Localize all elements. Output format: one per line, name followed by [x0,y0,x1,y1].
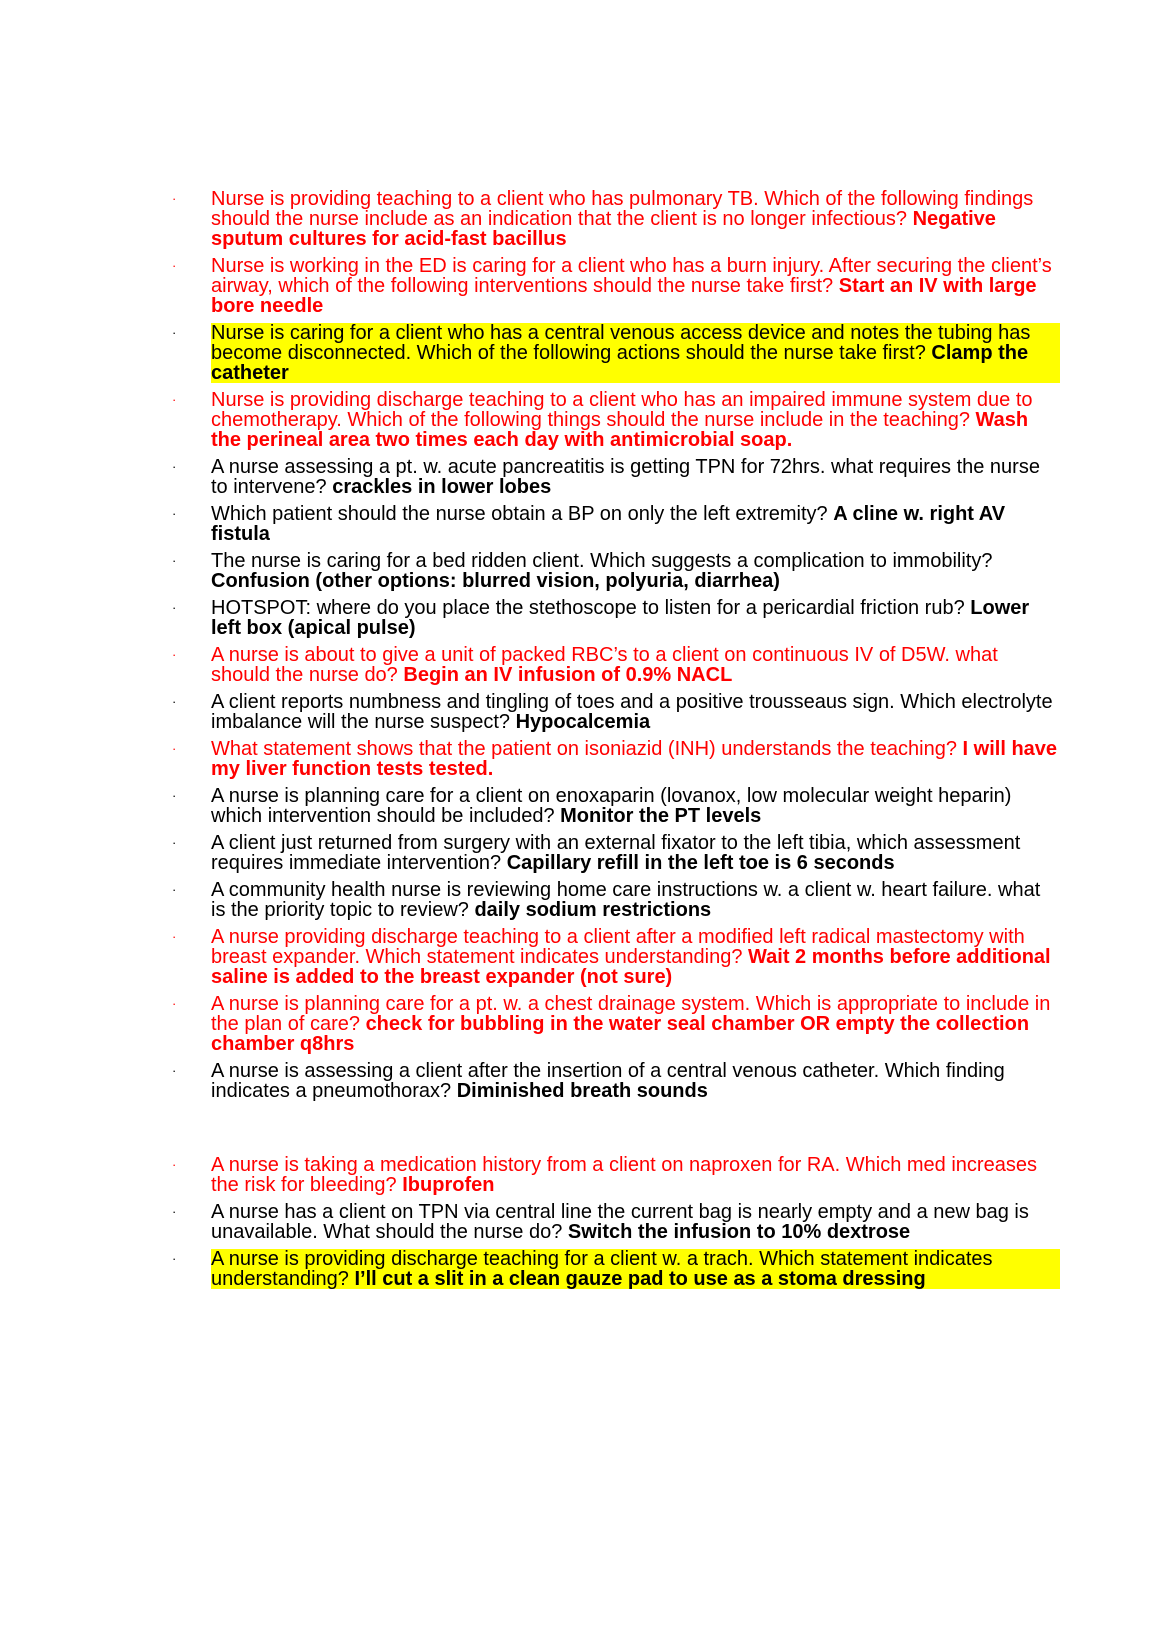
list-item [170,927,1060,987]
answer-text: Negative sputum cultures for acid-fast bacillus [211,208,996,250]
list-item [170,504,1060,544]
answer-text: Hypocalcemia [515,711,651,733]
question-text: HOTSPOT: where do you place the stethoscope to listen for a pericardial friction rub? [211,597,971,619]
list-item [170,739,1060,779]
list-item [170,598,1060,638]
item-text [211,390,1060,450]
question-text: A nurse has a client on TPN via central line the current bag is nearly empty and a new bag is unavailable. What should the nurse do? [211,1201,1029,1243]
bullet-icon: · [172,325,177,340]
answer-text: Wash the perineal area two times each day with antimicrobial soap. [211,409,1029,451]
question-text: Nurse is working in the ED is caring for a client who has a burn injury. After securing the client’s airway, which of the following interventions should the nurse take first? [211,255,1052,297]
item-text [211,1155,1060,1195]
list-item [170,692,1060,732]
question-text: The nurse is caring for a bed ridden client. Which suggests a complication to immobility? [211,550,993,572]
bullet-icon: · [172,1063,177,1078]
answer-text: crackles in lower lobes [332,476,552,498]
list-item [170,1249,1060,1289]
answer-text: Ibuprofen [402,1174,495,1196]
answer-text: Confusion (other options: blurred vision, polyuria, diarrhea) [211,570,780,592]
answer-text: Capillary refill in the left toe is 6 seconds [506,852,895,874]
question-text: A nurse is taking a medication history from a client on naproxen for RA. Which med increases the risk for bleeding? [211,1154,1037,1196]
item-text [211,786,1060,826]
question-text: Nurse is providing discharge teaching to a client who has an impaired immune system due to chemotherapy. Which of the following things should the nurse include in the teaching? [211,389,1033,431]
item-text [211,256,1060,316]
list-item [170,323,1060,383]
list-item [170,880,1060,920]
item-text [211,645,1060,685]
question-text: A client reports numbness and tingling of toes and a positive trousseaus sign. Which electrolyte imbalance will the nurse suspect? [211,691,1053,733]
question-text: What statement shows that the patient on isoniazid (INH) understands the teaching? [211,738,963,760]
item-text [211,833,1060,873]
bullet-icon: · [172,1157,177,1172]
list-item [170,645,1060,685]
list-item [170,457,1060,497]
bullet-icon: · [172,258,177,273]
bullet-icon: · [172,741,177,756]
answer-text: daily sodium restrictions [474,899,712,921]
bullet-icon: · [172,929,177,944]
bullet-icon: · [172,1251,177,1266]
list-item [170,390,1060,450]
question-text: A nurse is providing discharge teaching for a client w. a trach. Which statement indicates understanding? [211,1248,993,1290]
answer-text: Clamp the catheter [211,342,1029,384]
item-text [211,692,1060,732]
question-text: A nurse providing discharge teaching to a client after a modified left radical mastectomy with breast expander. Which statement indicates understanding? [211,926,1025,968]
item-text [211,189,1060,249]
list-item [170,1202,1060,1242]
question-text: Which patient should the nurse obtain a BP on only the left extremity? [211,503,834,525]
item-text [211,504,1060,544]
answer-text: I’ll cut a slit in a clean gauze pad to use as a stoma dressing [354,1268,926,1290]
bullet-icon: · [172,553,177,568]
item-text [211,598,1060,638]
list-item [170,551,1060,591]
item-text [211,739,1060,779]
bullet-icon: · [172,996,177,1011]
answer-text: Begin an IV infusion of 0.9% NACL [403,664,733,686]
list-item [170,189,1060,249]
bullet-icon: · [172,647,177,662]
item-text [211,551,1060,591]
answer-text: A cline w. right AV fistula [211,503,1006,545]
bullet-icon: · [172,835,177,850]
list-item [170,256,1060,316]
bullet-icon: · [172,694,177,709]
bullet-icon: · [172,459,177,474]
question-text: A nurse is planning care for a pt. w. a chest drainage system. Which is appropriate to include in the plan of care? [211,993,1051,1035]
question-text: A client just returned from surgery with an external fixator to the left tibia, which assessment requires immediate intervention? [211,832,1021,874]
item-text [211,927,1060,987]
bullet-icon: · [172,788,177,803]
item-text [211,1249,1060,1289]
answer-text: Start an IV with large bore needle [211,275,1037,317]
bullet-icon: · [172,191,177,206]
question-text: Nurse is providing teaching to a client who has pulmonary TB. Which of the following findings should the nurse include as an indication that the client is no longer infectious? [211,188,1034,230]
list-item [170,994,1060,1054]
list-item [170,1155,1060,1195]
answer-text: Wait 2 months before additional saline is added to the breast expander (not sure) [211,946,1051,988]
question-text: A nurse is planning care for a client on enoxaparin (lovanox, low molecular weight heparin) which intervention should be included? [211,785,1012,827]
item-text [211,457,1060,497]
question-answer-list [170,189,1060,1296]
item-text [211,323,1060,383]
bullet-icon: · [172,506,177,521]
list-item [170,833,1060,873]
question-text: A community health nurse is reviewing home care instructions w. a client w. heart failure. what is the priority topic to review? [211,879,1041,921]
bullet-icon: · [172,600,177,615]
question-text: Nurse is caring for a client who has a central venous access device and notes the tubing has become disconnected. Which of the following actions should the nurse take first? [211,322,1031,364]
answer-text: I will have my liver function tests tested. [211,738,1058,780]
question-text: A nurse is about to give a unit of packed RBC’s to a client on continuous IV of D5W. what should the nurse do? [211,644,998,686]
answer-text: Switch the infusion to 10% dextrose [567,1221,911,1243]
item-text [211,1061,1060,1101]
answer-text: Monitor the PT levels [560,805,762,827]
item-text [211,880,1060,920]
item-text [211,994,1060,1054]
list-item [170,1061,1060,1101]
question-text: A nurse assessing a pt. w. acute pancreatitis is getting TPN for 72hrs. what requires the nurse to intervene? [211,456,1040,498]
answer-text: Diminished breath sounds [456,1080,708,1102]
question-text: A nurse is assessing a client after the insertion of a central venous catheter. Which finding indicates a pneumothorax? [211,1060,1005,1102]
list-item [170,786,1060,826]
answer-text: Lower left box (apical pulse) [211,597,1030,639]
bullet-icon: · [172,1204,177,1219]
bullet-icon: · [172,882,177,897]
answer-text: check for bubbling in the water seal chamber OR empty the collection chamber q8hrs [211,1013,1030,1055]
item-text [211,1202,1060,1242]
bullet-icon: · [172,392,177,407]
